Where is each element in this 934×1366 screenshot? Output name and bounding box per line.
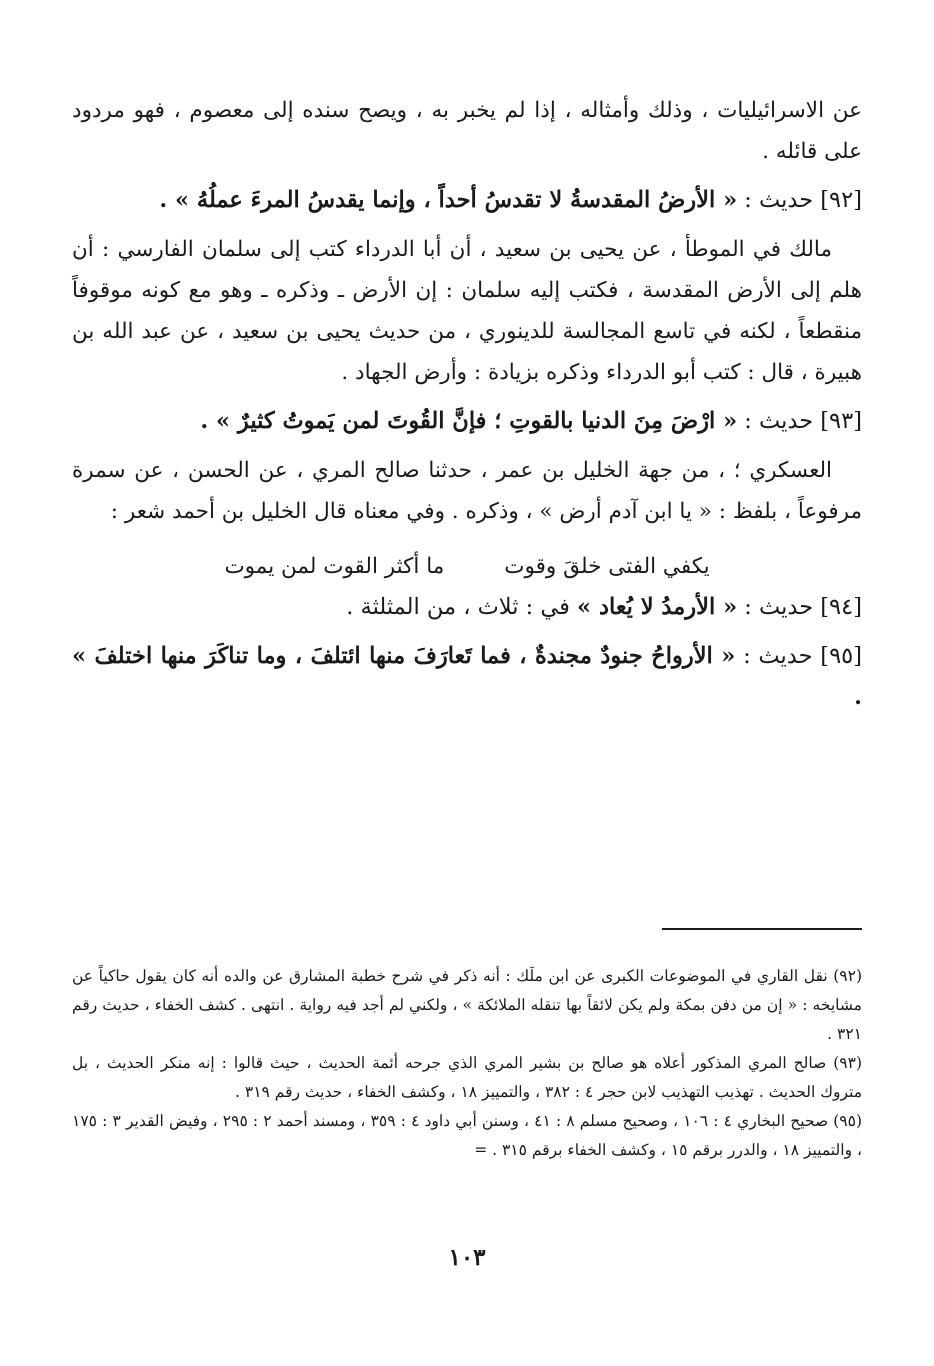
paragraph-93-commentary: العسكري ؛ ، من جهة الخليل بن عمر ، حدثنا صالح المري ، عن الحسن ، عن سمرة مرفوعاً ، بلفظ : « يا ابن آدم أرض » ، وذكره . وفي معناه قال الخليل بن أحمد شعر : <box>72 458 862 524</box>
footnote-95: (٩٥) صحيح البخاري ٤ : ١٠٦ ، وصحيح مسلم ٨ : ٤١ ، وسنن أبي داود ٤ : ٣٥٩ ، ومسند أحمد ٢ : ٢٩٥ ، وفيض القدير ٣ : ١٧٥ ، والتمييز ١٨ ، والدرر برقم ١٥ ، وكشف الخفاء برقم ٣١٥ . = <box>72 1112 863 1159</box>
hadith-92 <box>72 180 862 221</box>
poem-verse <box>72 546 862 587</box>
hadith-93-text: « ارْضَ مِنَ الدنيا بالقوتِ ؛ فإنَّ القُوتَ لمن يَموتُ كثيرٌ » . <box>200 408 738 434</box>
hadith-92-number: [٩٢] حديث : <box>744 187 862 213</box>
hadith-94 <box>72 587 862 628</box>
footnotes <box>72 962 862 1165</box>
paragraph-intro: عن الاسرائيليات ، وذلك وأمثاله ، إذا لم يخبر به ، ويصح سنده إلى معصوم ، فهو مردود على قائله . <box>72 98 862 164</box>
hadith-94-reference: في : ثلاث ، من المثلثة . <box>346 594 570 620</box>
hadith-92-text: « الأرضُ المقدسةُ لا تقدسُ أحداً ، وإنما يقدسُ المرءَ عملُهُ » . <box>159 187 738 213</box>
paragraph-92-commentary: مالك في الموطأ ، عن يحيى بن سعيد ، أن أبا الدرداء كتب إلى سلمان الفارسي : أن هلم إلى الأرض المقدسة ، فكتب إليه سلمان : إن الأرض ـ وذكره ـ وهو مع كونه موقوفاً منقطعاً ، لكنه في تاسع المجالسة للدينوري ، من حديث يحيى بن سعيد ، عن عبد الله بن هبيرة ، قال : كتب أبو الدرداء وذكره بزيادة : وأرض الجهاد . <box>72 237 862 385</box>
hadith-94-text: « الأرمدُ لا يُعاد » <box>577 594 738 620</box>
poem-first-hemistich: يكفي الفتى خلقَ وقوت <box>504 554 710 579</box>
hadith-94-number: [٩٤] حديث : <box>744 594 862 620</box>
footnote-93: (٩٣) صالح المري المذكور أعلاه هو صالح بن بشير المري الذي جرحه أئمة الحديث ، حيث قالوا : إنه منكر الحديث ، بل متروك الحديث . تهذيب التهذيب لابن حجر ٤ : ٣٨٢ ، والتمييز ١٨ ، وكشف الخفاء ، حديث رقم ٣١٩ . <box>72 1054 862 1101</box>
hadith-95-number: [٩٥] حديث : <box>743 643 863 669</box>
hadith-93 <box>72 401 862 442</box>
footnote-separator <box>662 928 862 930</box>
hadith-93-number: [٩٣] حديث : <box>744 408 862 434</box>
page-number: ١٠٣ <box>448 1244 486 1271</box>
main-text <box>72 90 862 718</box>
hadith-95-text: « الأرواحُ جنودٌ مجندةٌ ، فما تَعارَفَ منها ائتلفَ ، وما تناكَرَ منها اختلفَ » . <box>72 643 862 710</box>
hadith-95 <box>72 636 862 718</box>
poem-second-hemistich: ما أكثر القوت لمن يموت <box>224 554 445 579</box>
footnote-92: (٩٢) نقل القاري في الموضوعات الكبرى عن ابن ملَك : أنه ذكر في شرح خطبة المشارق عن والده أنه كان يقول حاكياً عن مشايخه : « إن من دفن بمكة ولم يكن لائقاً بها تنقله الملائكة » ، ولكني لم أجد فيه رواية . انتهى . كشف الخفاء ، حديث رقم ٣٢١ . <box>72 967 862 1043</box>
